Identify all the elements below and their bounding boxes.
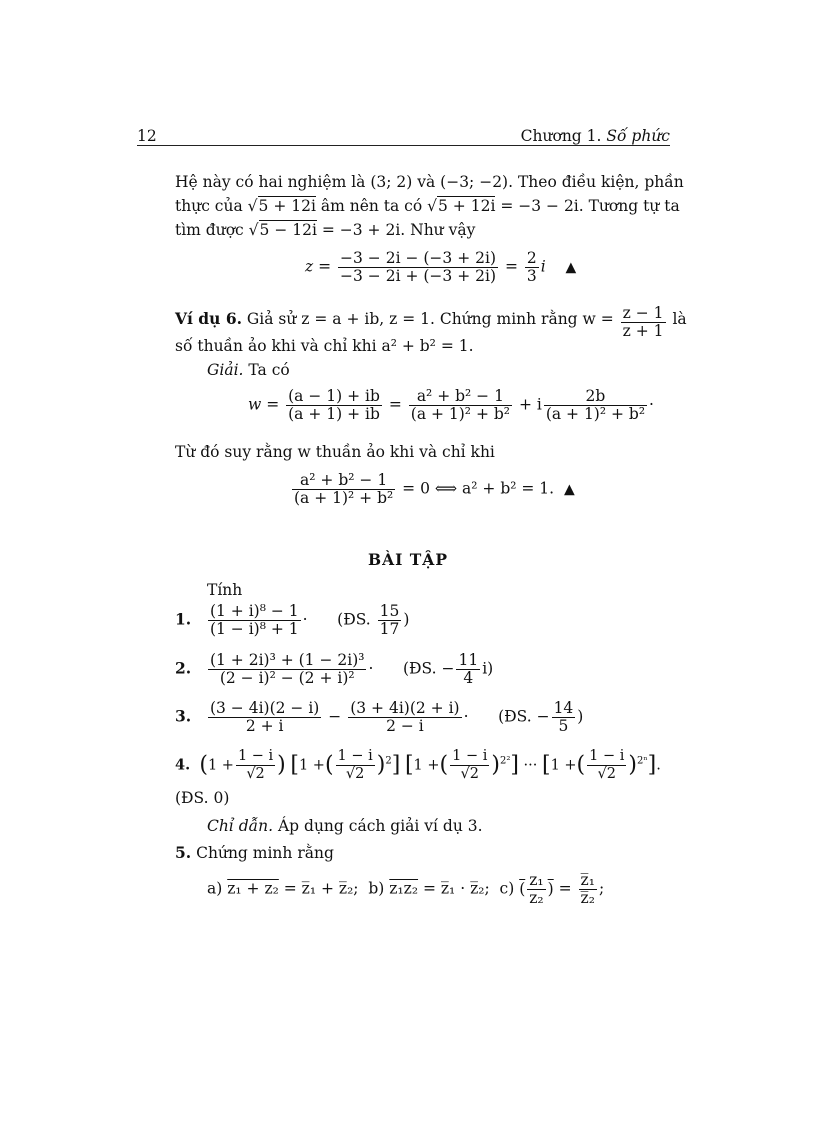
para1-line1: Hệ này có hai nghiệm là (3; 2) và (−3; −2). Theo điều kiện, phần — [175, 173, 684, 191]
sqrt-term-3: 5 − 12i — [259, 221, 317, 239]
exercise-5-parts: a) z₁ + z₂ = z̅₁ + z̅₂; b) z₁z₂ = z̅₁ · z̅₂; c) ( $\frac{\text{z₁}}{\text{z₂}}$ ) = $\frac{\text{z̅₁}}{\text{z̅₂}}$ ; — [207, 871, 605, 907]
solution-label: Giải. — [207, 361, 244, 379]
exercise-2: 2. $\frac{\text{(1 + 2i)³ + (1 − 2i)³}}{\text{(2 − i)² − (2 + i)²}}$ · (ĐS. − $\frac{11}{4}$ i) — [175, 651, 494, 687]
sqrt-term: 5 + 12i — [258, 197, 316, 215]
header-rule — [137, 145, 670, 146]
running-header — [521, 126, 670, 146]
chapter-title: Số phức — [606, 127, 670, 145]
end-triangle: ▲ — [565, 259, 577, 276]
para2: Từ đó suy rằng w thuần ảo khi và chỉ khi — [175, 443, 495, 461]
equation-3: $\frac{\text{a² + b² − 1}}{\text{(a + 1)² + b²}}$ = 0 ⟺ a² + b² = 1. ▲ — [294, 471, 575, 507]
exercise-4-answer: (ĐS. 0) — [175, 789, 230, 807]
exercise-1: 1. $\frac{\text{(1 + i)⁸ − 1}}{\text{(1 − i)⁸ + 1}}$ · (ĐS. $\frac{15}{17}$ ) — [175, 602, 410, 638]
para1-line2: thực của √5 + 12i âm nên ta có √5 + 12i = −3 − 2i. Tương tự ta — [175, 197, 680, 215]
exercise-intro: Tính — [207, 581, 243, 599]
para1-line3: tìm được √5 − 12i = −3 + 2i. Như vậy — [175, 221, 476, 239]
hint-line: Chỉ dẫn. Áp dụng cách giải ví dụ 3. — [207, 817, 483, 835]
page-number: 12 — [137, 127, 157, 145]
exercise-3: 3. $\frac{(3 - 4i)(2 - i)}{2 + i}$ − $\frac{(3 + 4i)(2 + i)}{2 - i}$ · (ĐS. − $\frac{14}{5}$ ) — [175, 699, 584, 735]
section-title: BÀI TẬP — [368, 550, 448, 569]
exercise-5: 5. Chứng minh rằng — [175, 843, 334, 862]
example-6-line2: số thuần ảo khi và chỉ khi a² + b² = 1. — [175, 337, 474, 355]
equation-1: z = $\frac{-3 - 2i - (-3 + 2i)}{-3 - 2i + (-3 + 2i)}$ = $\frac{2}{3}$ i ▲ — [305, 249, 577, 285]
end-triangle-2: ▲ — [563, 481, 575, 498]
equation-2: w = $\frac{(a - 1) + ib}{(a + 1) + ib}$ = $\frac{\text{a² + b² − 1}}{\text{(a + 1)² + b²}}$ + i $\frac{2b}{\text{(a + 1)² + b²}}$ · — [248, 387, 654, 423]
chapter-label: Chương 1. — [520, 127, 607, 145]
example-6-line1: Ví dụ 6. Giả sử z = a + ib, z = 1. Chứng minh rằng w = $\frac{z - 1}{z + 1}$ là — [175, 304, 687, 340]
solution-line: Giải. Ta có — [207, 361, 290, 379]
hint-label: Chỉ dẫn. — [207, 817, 274, 835]
sqrt-term-2: 5 + 12i — [438, 197, 496, 215]
exercise-4: 4. (1 + $\frac{1 - i}{√2}$ ) [1 +( $\frac{1 - i}{√2}$ )$^2$] [1 +( $\frac{1 - i}{√2}$ )$^{2^2}$] ··· [1 +( $\frac{1 - i}{√2}$ )$^{2^n}$]. — [175, 748, 661, 782]
example-label: Ví dụ 6. — [175, 309, 242, 328]
